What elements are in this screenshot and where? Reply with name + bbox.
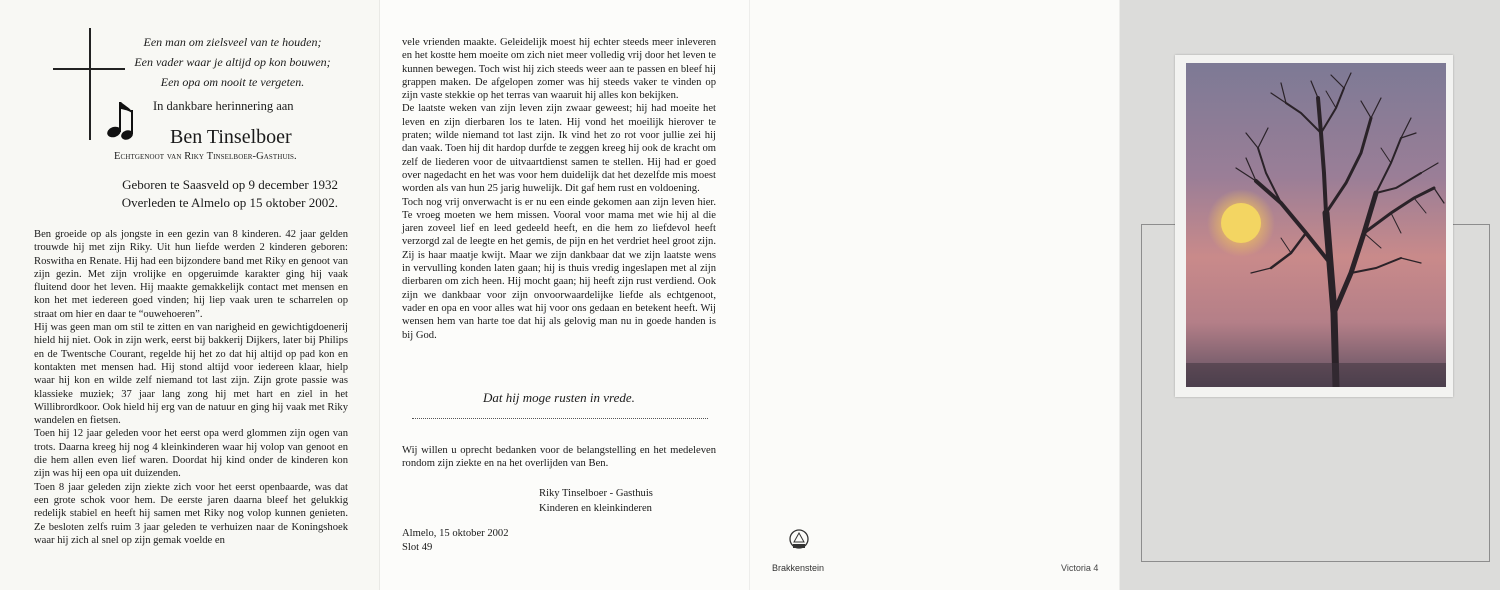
music-note-icon bbox=[104, 100, 142, 140]
cross-icon bbox=[89, 28, 91, 140]
address: Slot 49 bbox=[402, 542, 433, 553]
closing-line: Dat hij moge rusten in vrede. bbox=[483, 390, 635, 405]
paragraph: De laatste weken van zijn leven zijn zwaar geweest; hij had moeite het leven en zijn dierbaren los te laten. Hij vond het moeilijk hierover te praten; wilde niemand tot last zijn. Ik vind het zo rot voor jullie zei hij dan vaak. Toen hij dit hardop durfde te zeggen kreeg hij ook de kracht om zelf de liederen voor de uitvaartdienst samen te stellen. Hij had er goed over nagedacht en het was voor hem duidelijk dat het dezelfde mis moest worden als van hun 25 jarig huwelijk. Dit gaf hem rust en voldoening. bbox=[402, 103, 716, 195]
poem bbox=[125, 32, 340, 92]
thank-you-text: Wij willen u oprecht bedanken voor de belangstelling en het medeleven rondom zijn ziekte en na het overlijden van Ben. bbox=[402, 445, 716, 470]
spouse-line: Echtgenoot van Riky Tinselboer-Gasthuis. bbox=[114, 151, 297, 162]
biography-part-2 bbox=[402, 36, 716, 342]
dotted-divider bbox=[412, 418, 708, 419]
sunset-tree-photo bbox=[1186, 63, 1446, 387]
poem-line: Een vader waar je altijd op kon bouwen; bbox=[134, 55, 331, 69]
life-dates bbox=[116, 176, 338, 212]
place-date: Almelo, 15 oktober 2002 bbox=[402, 528, 509, 539]
signers bbox=[539, 486, 653, 516]
card-model: Victoria 4 bbox=[1061, 563, 1099, 573]
paragraph: Ben groeide op als jongste in een gezin van 8 kinderen. 42 jaar gelden trouwde hij met zijn Riky. Uit hun liefde werden 2 kinderen geboren: Roswitha en Renate. Hij had een bijzondere band met Riky en genoot van zijn gezin. Met zijn vrolijke en opgeruimde karakter ging hij vaak fluitend door het leven. Hij maakte gemakkelijk contact met mensen en kon het met iedereen goed vinden; hij liep vaak uren te scharrelen op straat om hier en daar te “ouwehoeren”. bbox=[34, 229, 348, 320]
biography-part-1 bbox=[34, 228, 348, 547]
birth-date: Geboren te Saasveld op 9 december 1932 bbox=[122, 177, 338, 192]
signer: Riky Tinselboer - Gasthuis bbox=[539, 488, 653, 499]
signer: Kinderen en kleinkinderen bbox=[539, 503, 652, 514]
death-date: Overleden te Almelo op 15 oktober 2002. bbox=[121, 195, 338, 210]
back-panel bbox=[750, 0, 1120, 590]
cross-icon-bar bbox=[53, 68, 125, 70]
paragraph: Toen hij 12 jaar geleden voor het eerst opa werd glommen zijn ogen van trots. Daarna kreeg hij nog 4 kleinkinderen waar hij volop van genoot en die hem allen even lief waren. Doordat hij kind onder de kinderen kon zijn was hij een opa uit duizenden. bbox=[34, 428, 348, 480]
inner-left-panel bbox=[0, 0, 380, 590]
paragraph: Toen 8 jaar geleden zijn ziekte zich voor het eerst openbaarde, was dat een grote schok voor hem. De eerste jaren daarna bleef het gelukkig redelijk stabiel en heeft hij samen met Riky nog volop kunnen genieten. Ze besloten zelfs ruim 3 jaar geleden te verhuizen naar de Koningshoek waar hij zich al snel op zijn gemak voelde en bbox=[34, 481, 348, 546]
publisher-name: Brakkenstein bbox=[772, 563, 825, 573]
place-and-address bbox=[402, 527, 509, 555]
poem-line: Een man om zielsveel van te houden; bbox=[143, 35, 322, 49]
paragraph: vele vrienden maakte. Geleidelijk moest hij echter steeds meer inleveren en het kostte hem moeite om zich niet meer volledig vrij door het leven te kunnen bewegen. Toch wist hij zich steeds weer aan te passen en bleef hij grappen maken. De afgelopen zomer was hij steeds vaker te vinden op zijn vaste stekkie op het terras van waaruit hij alles kon bekijken. bbox=[402, 37, 716, 102]
paragraph: Toch nog vrij onverwacht is er nu een einde gekomen aan zijn leven hier. Te vroeg moeten we hem missen. Vooral voor mama met wie hij al die jaren zoveel lief en leed gedeeld heeft, en die hem zo liefdevol heeft verzorgd zal de leegte en het gemis, de pijn en het verdriet heel groot zijn. Zij is haar maatje kwijt. Maar we zijn dankbaar dat we zijn laatste wens in vervulling konden laten gaan; hij is thuis vredig ingeslapen met al zijn dierbaren om zich heen. Hij mocht gaan; hij heeft zijn rust verdiend. Ook zijn we dankbaar voor zijn onvoorwaardelijke liefde als echtgenoot, vader en opa en voor alles wat hij voor ons gedaan en betekent heeft. Wij wensen hem van harte toe dat hij als gelovig man nu in goede handen is bij God. bbox=[402, 196, 716, 341]
paragraph: Hij was geen man om stil te zitten en van narigheid en gewichtigdoenerij hield hij niet. Ook in zijn werk, eerst bij bakkerij Dijkers, later bij Philips en de Twentsche Courant, regelde hij het zo dat hij altijd op pad kon en kontakten met mensen had. Hij stond altijd voor iedereen klaar, hielp waar hij kon en wilde zelf niemand tot last zijn. Zijn grote passie was klassieke muziek; 37 jaar lang zong hij met hart en ziel in het Willibrordkoor. Ook hield hij erg van de natuur en ging hij vaak met Riky wandelen en fietsen. bbox=[34, 322, 348, 427]
dedication: In dankbare herinnering aan bbox=[153, 99, 294, 113]
brakkenstein-logo bbox=[787, 528, 811, 552]
poem-line: Een opa om nooit te vergeten. bbox=[160, 75, 305, 89]
deceased-name: Ben Tinselboer bbox=[170, 126, 292, 148]
